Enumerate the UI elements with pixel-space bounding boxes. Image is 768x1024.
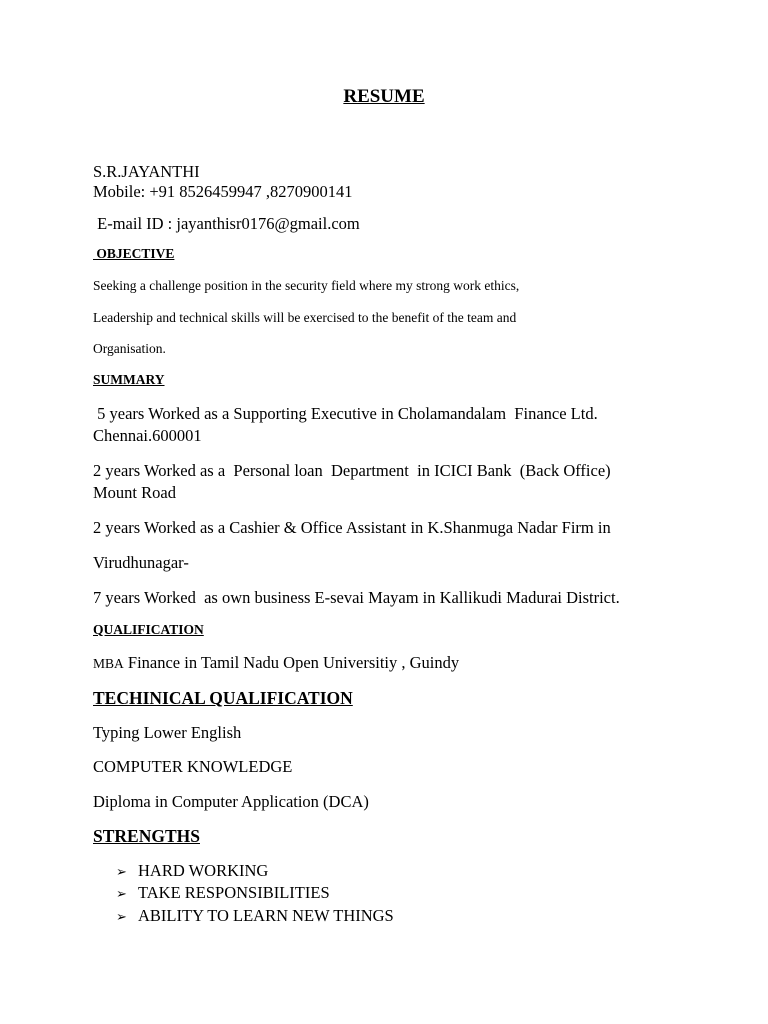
technical-line: COMPUTER KNOWLEDGE: [93, 757, 293, 776]
strength-text: HARD WORKING: [138, 861, 269, 880]
objective-line: Seeking a challenge position in the security field where my strong work ethics,: [93, 278, 520, 293]
qualification-line: [93, 653, 459, 673]
summary-heading: SUMMARY: [93, 372, 165, 387]
candidate-name: S.R.JAYANTHI: [93, 162, 200, 181]
strength-item: [116, 906, 394, 926]
objective-line: Leadership and technical skills will be exercised to the benefit of the team and: [93, 310, 517, 325]
strength-item: [116, 861, 268, 881]
summary-line: Mount Road: [93, 483, 176, 502]
email-address: E-mail ID : jayanthisr0176@gmail.com: [93, 214, 360, 233]
arrow-bullet-icon: ➢: [116, 887, 127, 902]
objective-line: Organisation.: [93, 341, 166, 356]
summary-line: 5 years Worked as a Supporting Executive in Cholamandalam Finance Ltd.: [93, 404, 598, 423]
strength-item: [116, 883, 330, 903]
mobile-number: Mobile: +91 8526459947 ,8270900141: [93, 182, 353, 201]
objective-heading: OBJECTIVE: [93, 246, 175, 261]
strength-text: ABILITY TO LEARN NEW THINGS: [138, 906, 394, 925]
summary-line: 2 years Worked as a Personal loan Department in ICICI Bank (Back Office): [93, 461, 611, 480]
page-title: RESUME: [343, 86, 425, 107]
degree-abbreviation: MBA: [93, 656, 124, 671]
technical-line: Diploma in Computer Application (DCA): [93, 792, 369, 811]
summary-line: Chennai.600001: [93, 426, 202, 445]
strength-text: TAKE RESPONSIBILITIES: [138, 883, 330, 902]
arrow-bullet-icon: ➢: [116, 865, 127, 880]
technical-heading: TECHINICAL QUALIFICATION: [93, 688, 353, 708]
technical-line: Typing Lower English: [93, 723, 242, 742]
qualification-heading: QUALIFICATION: [93, 622, 204, 637]
summary-line: 7 years Worked as own business E-sevai Mayam in Kallikudi Madurai District.: [93, 588, 620, 607]
arrow-bullet-icon: ➢: [116, 910, 127, 925]
strengths-heading: STRENGTHS: [93, 826, 200, 846]
summary-line: Virudhunagar-: [93, 553, 189, 572]
qualification-text: Finance in Tamil Nadu Open Universitiy , Guindy: [123, 653, 460, 672]
summary-line: 2 years Worked as a Cashier & Office Assistant in K.Shanmuga Nadar Firm in: [93, 518, 611, 537]
